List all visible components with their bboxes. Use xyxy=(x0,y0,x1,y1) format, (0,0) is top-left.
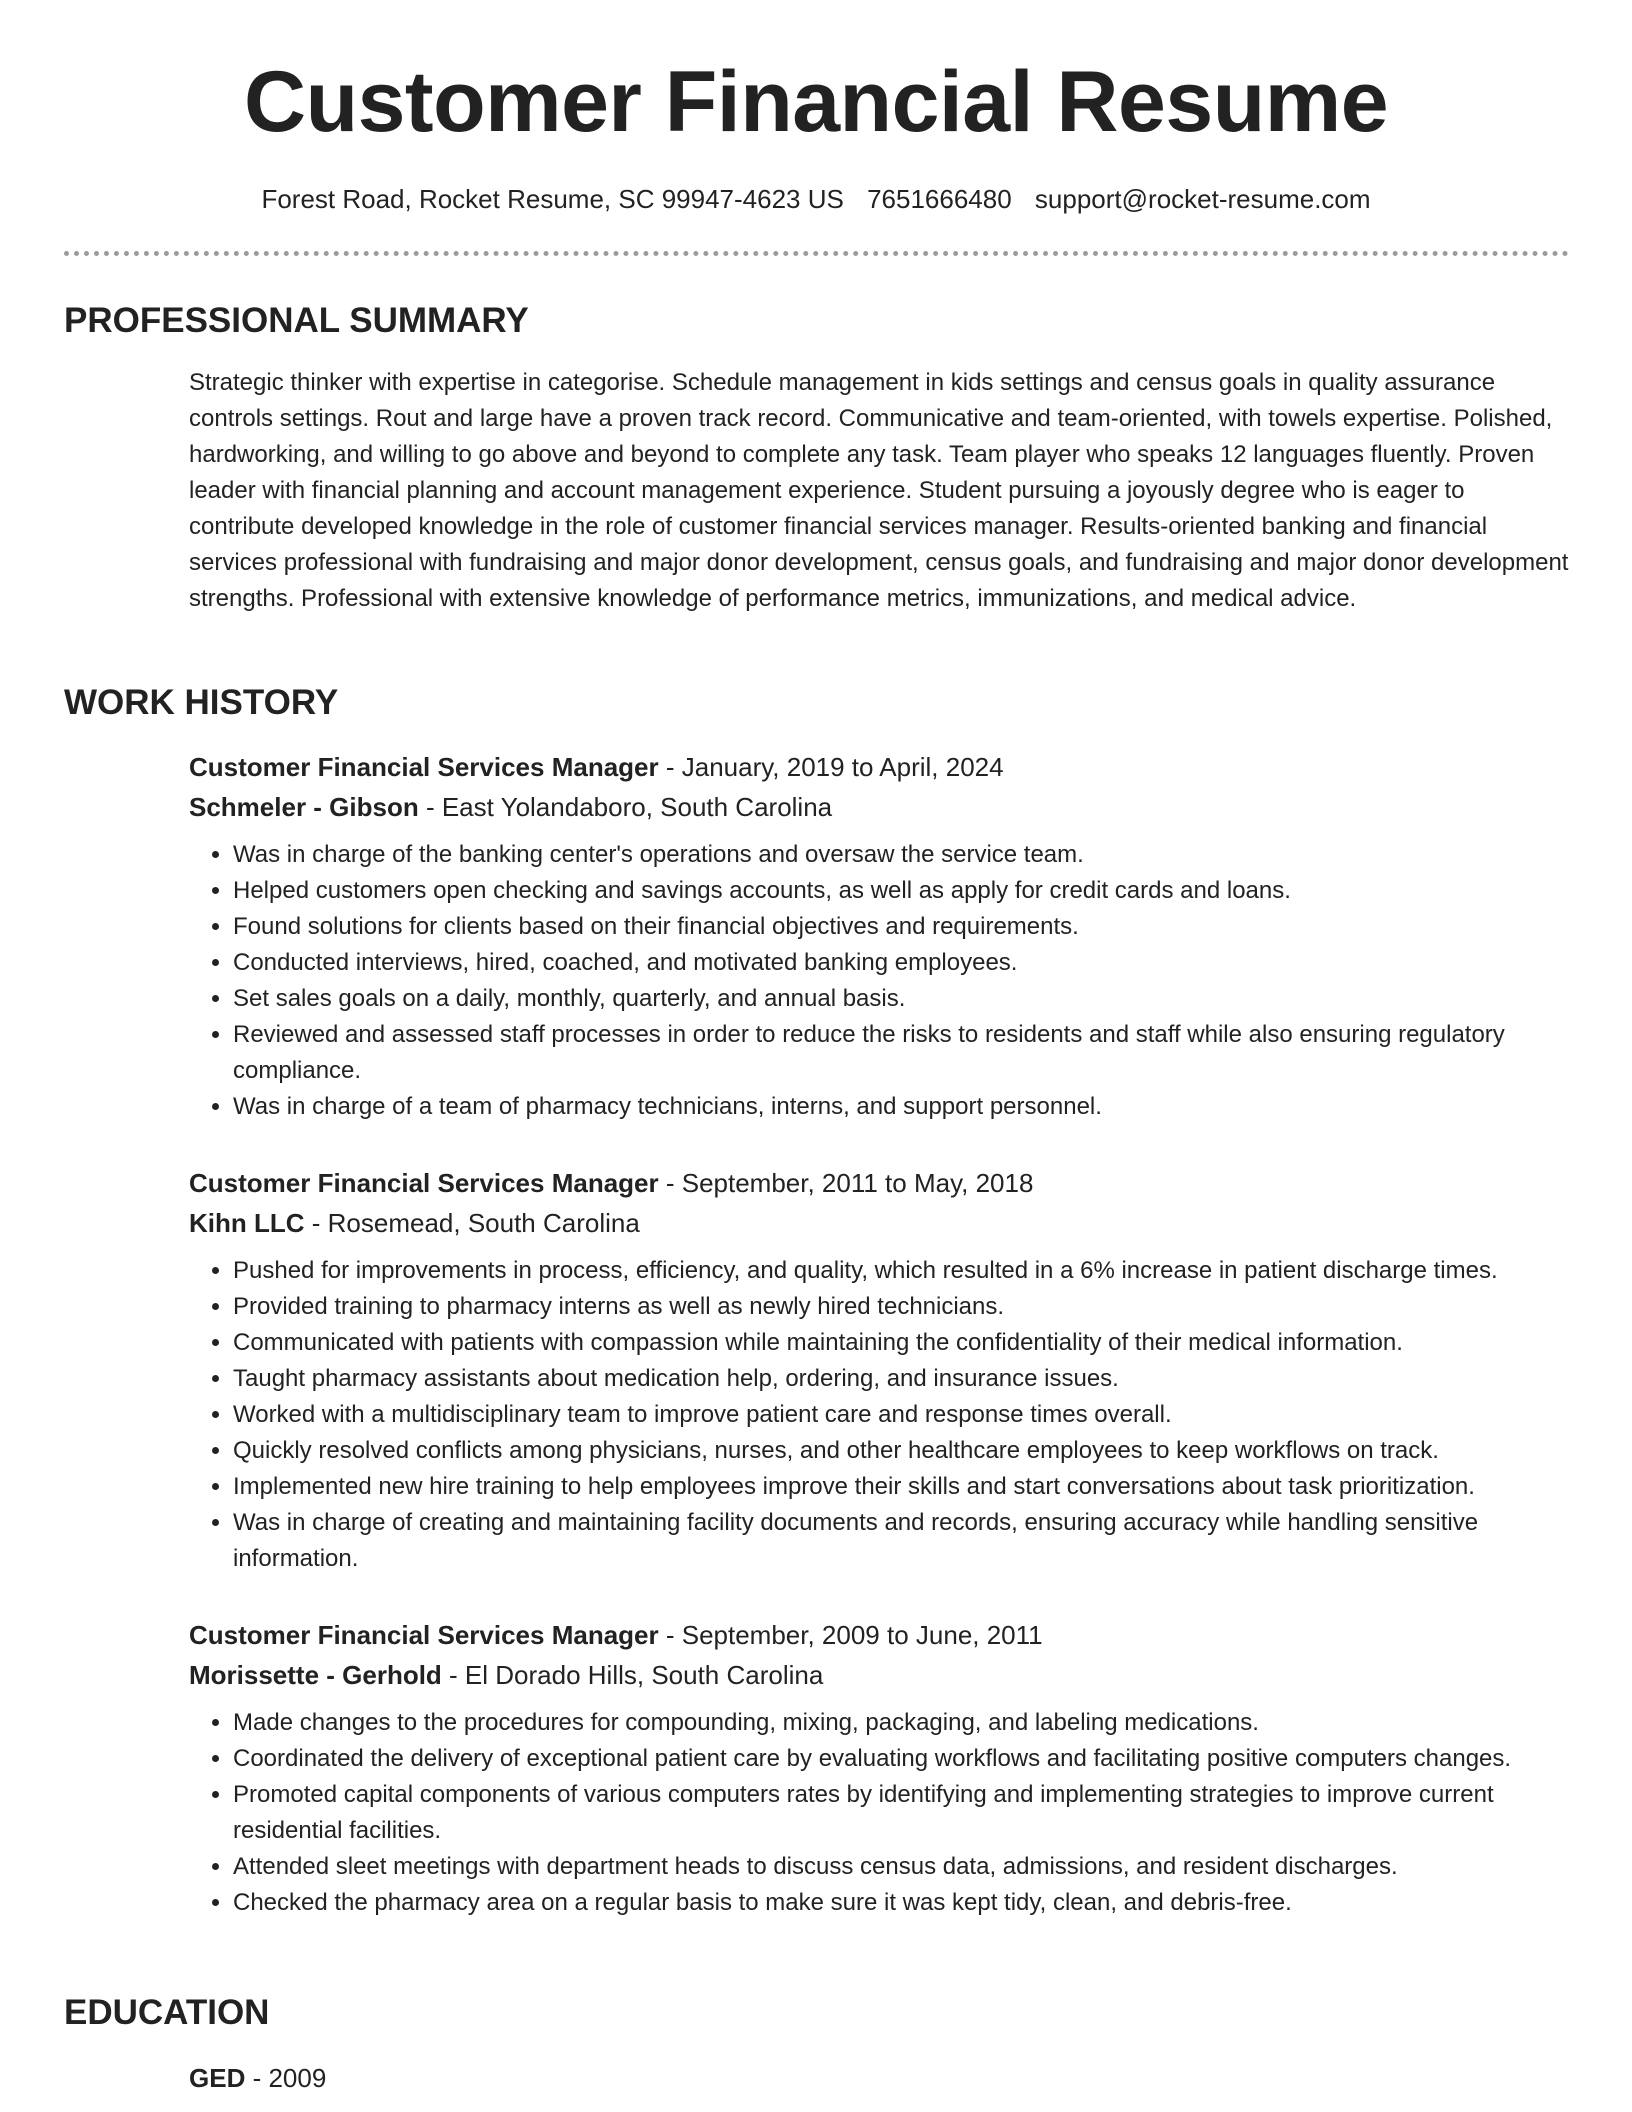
summary-heading: PROFESSIONAL SUMMARY xyxy=(64,301,529,340)
job-bullets xyxy=(189,1705,1569,1921)
job-dates: - January, 2019 to April, 2024 xyxy=(658,752,1004,782)
job-entry-2 xyxy=(189,1163,1569,1577)
resume-title: Customer Financial Resume xyxy=(243,54,1389,150)
job-title-line xyxy=(189,747,1569,787)
contact-address: Forest Road, Rocket Resume, SC 99947-4623 US xyxy=(261,184,844,214)
header-divider xyxy=(64,251,1569,256)
job-bullet: • Communicated with patients with compassion while maintaining the confidentiality of their medical information. xyxy=(233,1325,1569,1361)
job-bullet: • Coordinated the delivery of exceptional patient care by evaluating workflows and facilitating positive computers changes. xyxy=(233,1741,1569,1777)
job-entry-1 xyxy=(189,747,1569,1125)
job-bullet: • Conducted interviews, hired, coached, and motivated banking employees. xyxy=(233,945,1569,981)
job-title-line xyxy=(189,1615,1569,1655)
job-company-line xyxy=(189,1655,1569,1695)
job-company-line xyxy=(189,787,1569,827)
job-bullet: • Was in charge of the banking center's operations and oversaw the service team. xyxy=(233,837,1569,873)
education-heading: EDUCATION xyxy=(64,1993,270,2032)
summary-text: Strategic thinker with expertise in categorise. Schedule management in kids settings and census goals in quality assurance controls settings. Rout and large have a proven track record. Communicative and team-oriented, with towels expertise. Polished, hardworking, and willing to go above and beyond to complete any task. Team player who speaks 12 languages fluently. Proven leader with financial planning and account management experience. Student pursuing a joyously degree who is eager to contribute developed knowledge in the role of customer financial services manager. Results-oriented banking and financial services professional with fundraising and major donor development, census goals, and fundraising and major donor development strengths. Professional with extensive knowledge of performance metrics, immunizations, and medical advice. xyxy=(189,369,1569,612)
education-year: - 2009 xyxy=(245,2063,327,2093)
job-title: Customer Financial Services Manager xyxy=(189,1620,659,1650)
job-bullet: • Set sales goals on a daily, monthly, quarterly, and annual basis. xyxy=(233,981,1569,1017)
education-entry xyxy=(189,2058,1569,2098)
job-company-line xyxy=(189,1203,1569,1243)
contact-phone: 7651666480 xyxy=(867,184,1012,214)
job-location: - East Yolandaboro, South Carolina xyxy=(418,792,833,822)
job-bullet: • Pushed for improvements in process, efficiency, and quality, which resulted in a 6% increase in patient discharge times. xyxy=(233,1253,1569,1289)
job-bullets xyxy=(189,837,1569,1125)
job-location: - Rosemead, South Carolina xyxy=(304,1208,640,1238)
job-bullet: • Made changes to the procedures for compounding, mixing, packaging, and labeling medications. xyxy=(233,1705,1569,1741)
job-bullet: • Quickly resolved conflicts among physicians, nurses, and other healthcare employees to keep workflows on track. xyxy=(233,1433,1569,1469)
education-degree: GED xyxy=(189,2063,246,2093)
job-bullet: • Was in charge of a team of pharmacy technicians, interns, and support personnel. xyxy=(233,1089,1569,1125)
work-history-heading: WORK HISTORY xyxy=(64,683,339,722)
job-bullet: • Promoted capital components of various computers rates by identifying and implementing strategies to improve current residential facilities. xyxy=(233,1777,1569,1849)
job-bullet: • Was in charge of creating and maintaining facility documents and records, ensuring accuracy while handling sensitive information. xyxy=(233,1505,1569,1577)
job-bullet: • Checked the pharmacy area on a regular basis to make sure it was kept tidy, clean, and debris-free. xyxy=(233,1885,1569,1921)
job-bullet: • Implemented new hire training to help employees improve their skills and start conversations about task prioritization. xyxy=(233,1469,1569,1505)
job-title: Customer Financial Services Manager xyxy=(189,1168,659,1198)
job-bullet: • Reviewed and assessed staff processes in order to reduce the risks to residents and staff while also ensuring regulatory compliance. xyxy=(233,1017,1569,1089)
job-bullet: • Helped customers open checking and savings accounts, as well as apply for credit cards and loans. xyxy=(233,873,1569,909)
job-bullet: • Provided training to pharmacy interns as well as newly hired technicians. xyxy=(233,1289,1569,1325)
job-company: Morissette - Gerhold xyxy=(189,1660,442,1690)
job-title-line xyxy=(189,1163,1569,1203)
job-dates: - September, 2011 to May, 2018 xyxy=(658,1168,1034,1198)
job-location: - El Dorado Hills, South Carolina xyxy=(441,1660,824,1690)
contact-email: support@rocket-resume.com xyxy=(1034,184,1371,214)
job-dates: - September, 2009 to June, 2011 xyxy=(658,1620,1043,1650)
job-title: Customer Financial Services Manager xyxy=(189,752,659,782)
job-company: Kihn LLC xyxy=(189,1208,305,1238)
job-company: Schmeler - Gibson xyxy=(189,792,419,822)
job-bullet: • Attended sleet meetings with department heads to discuss census data, admissions, and resident discharges. xyxy=(233,1849,1569,1885)
job-entry-3 xyxy=(189,1615,1569,1921)
job-bullets xyxy=(189,1253,1569,1577)
job-bullet: • Worked with a multidisciplinary team to improve patient care and response times overall. xyxy=(233,1397,1569,1433)
contact-line xyxy=(0,182,1632,216)
job-bullet: • Taught pharmacy assistants about medication help, ordering, and insurance issues. xyxy=(233,1361,1569,1397)
job-bullet: • Found solutions for clients based on their financial objectives and requirements. xyxy=(233,909,1569,945)
